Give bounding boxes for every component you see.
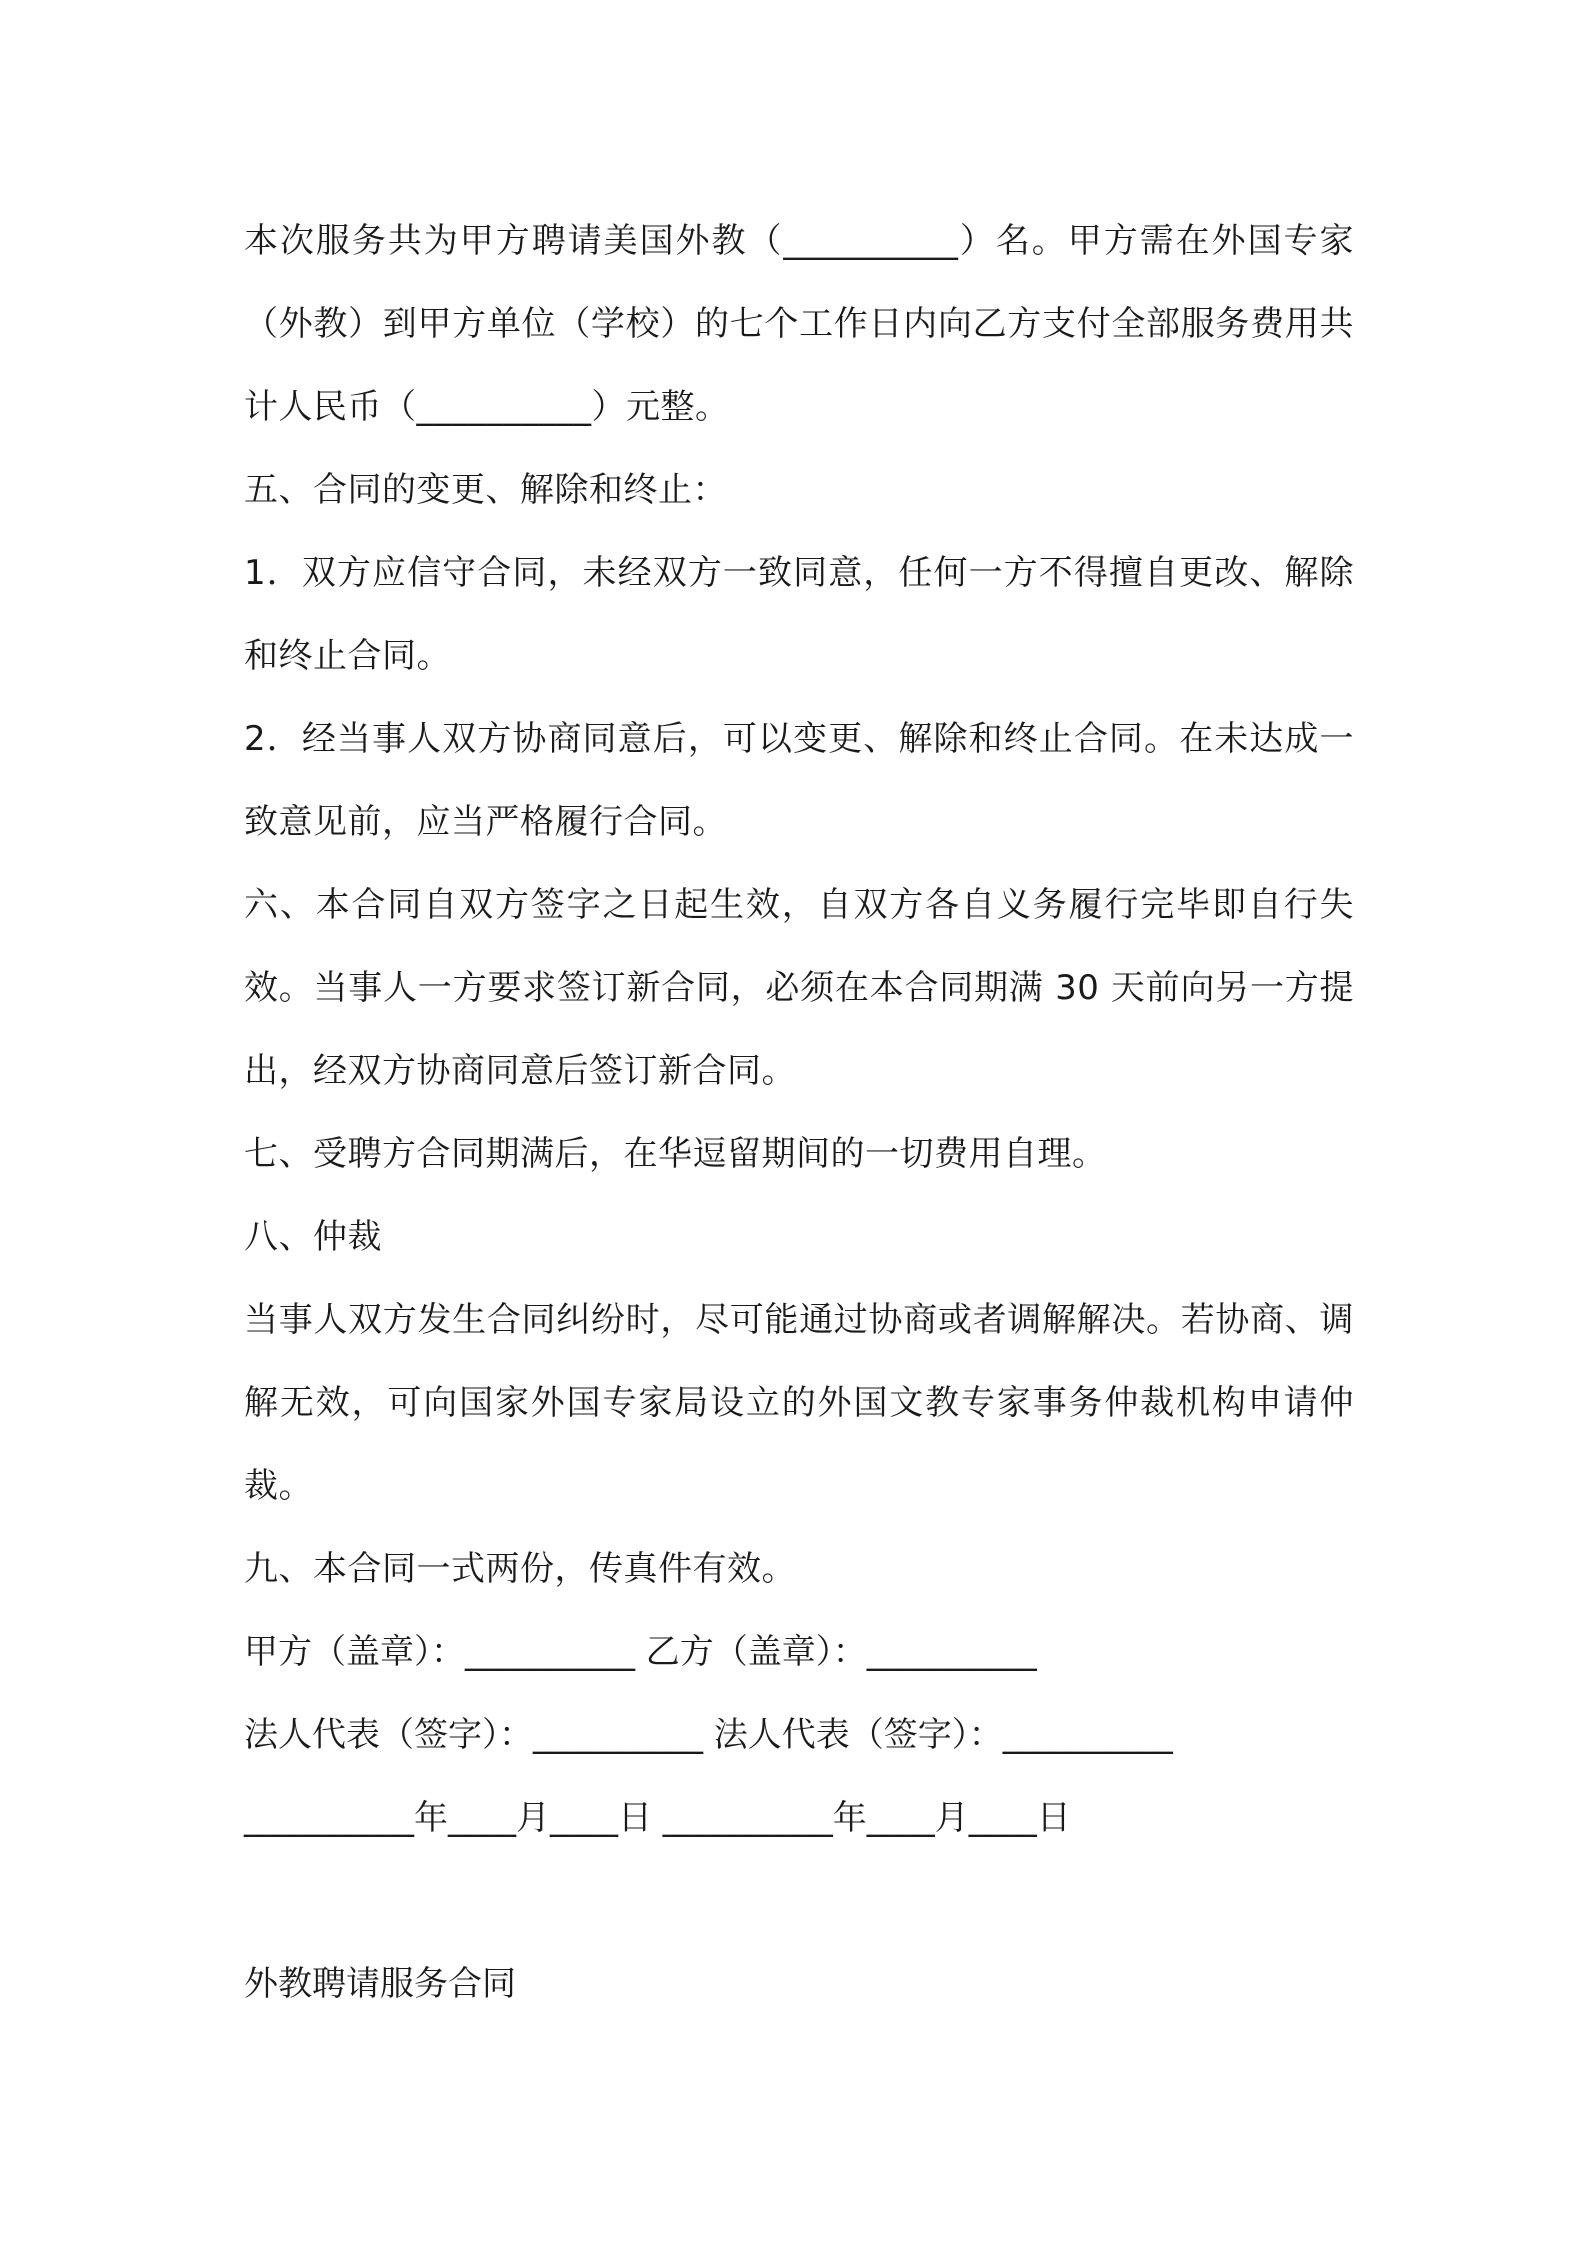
section-7: 七、受聘方合同期满后，在华逗留期间的一切费用自理。 [244,1134,1107,1174]
clause-5-2: 2．经当事人双方协商同意后，可以变更、解除和终止合同。在未达成一致意见前，应当严格履行合同。 [244,719,1354,842]
paragraph-service-fee: 本次服务共为甲方聘请美国外教（__________）名。甲方需在外国专家（外教）到甲方单位（学校）的七个工作日内向乙方支付全部服务费用共计人民币（__________）元整。 [244,221,1354,427]
section-heading-8: 八、仲裁 [244,1217,382,1257]
section-heading-5: 五、合同的变更、解除和终止： [244,470,727,510]
clause-5-1: 1．双方应信守合同，未经双方一致同意，任何一方不得擅自更改、解除和终止合同。 [244,553,1354,676]
representative-line: 法人代表（签字）：__________ 法人代表（签字）：__________ [244,1715,1173,1755]
next-document-title: 外教聘请服务合同 [244,1964,516,2004]
blank-spacer [244,1860,1354,1943]
arbitration-paragraph: 当事人双方发生合同纠纷时，尽可能通过协商或者调解解决。若协商、调解无效，可向国家外国专家局设立的外国文教专家事务仲裁机构申请仲裁。 [244,1300,1354,1506]
date-line: __________年____月____日 __________年____月____日 [244,1798,1071,1838]
document-body [244,200,1354,2026]
section-9: 九、本合同一式两份，传真件有效。 [244,1549,796,1589]
seal-line: 甲方（盖章）：__________ 乙方（盖章）：__________ [244,1632,1037,1672]
section-6: 六、本合同自双方签字之日起生效，自双方各自义务履行完毕即自行失效。当事人一方要求签订新合同，必须在本合同期满 30 天前向另一方提出，经双方协商同意后签订新合同。 [244,885,1354,1091]
